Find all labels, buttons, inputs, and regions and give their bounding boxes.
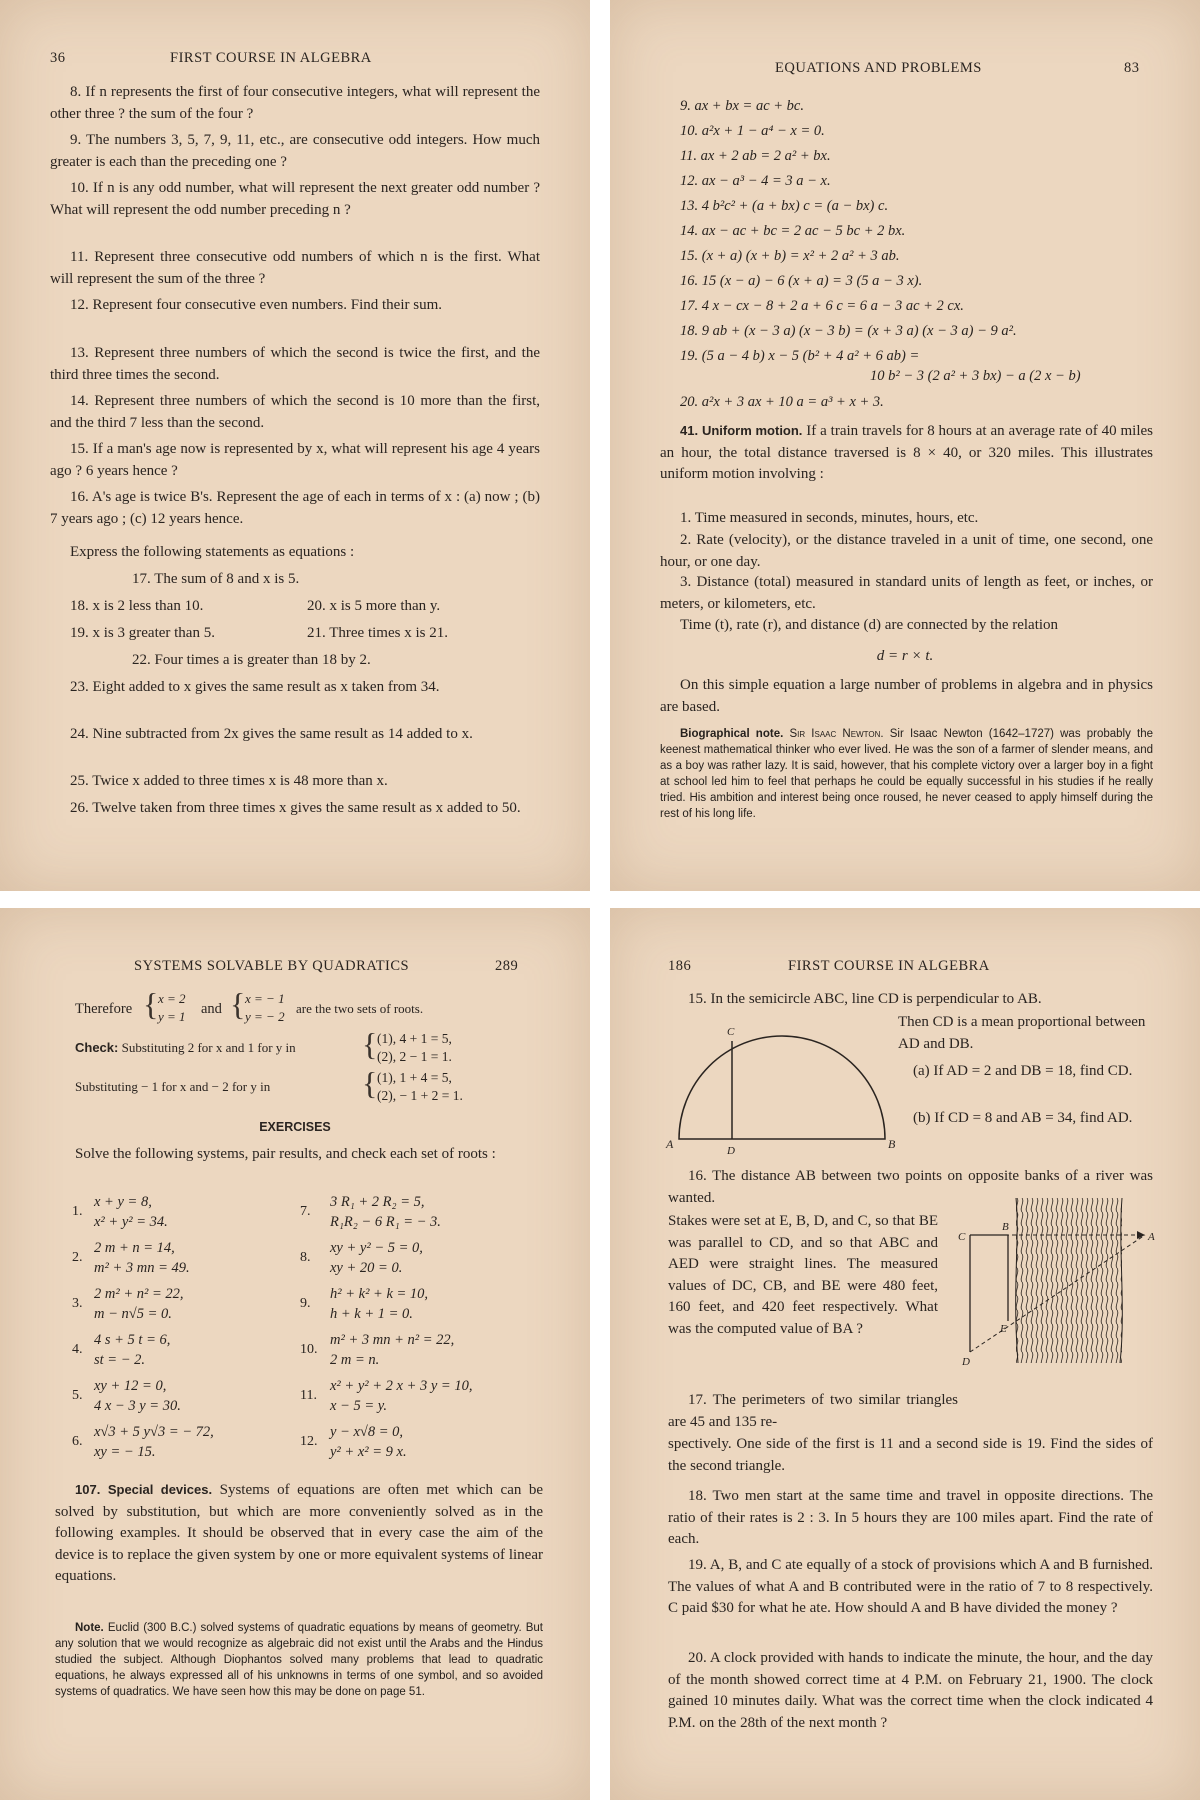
- label-b: B: [888, 1137, 896, 1151]
- system-equation-1: h² + k² + k = 10,: [330, 1286, 429, 1302]
- root1-x: x = 2: [158, 991, 186, 1006]
- problem-item: [50, 178, 540, 221]
- system-equation-1: xy + y² − 5 = 0,: [330, 1240, 423, 1256]
- problem-item: [50, 343, 540, 386]
- brace-left-1: {: [143, 986, 159, 1022]
- q20: 20. A clock provided with hands to indicate the minute, the hour, and the day of the month showed correct time at 4 P.M. on February 21, 1900. The clock gained 10 minutes daily. What was the correct time when the clock indicated 4 P.M. on the 28th of the next month ?: [668, 1650, 1153, 1731]
- problem-text: If n is any odd number, what will represent the next greater odd number ? What will represent the odd number preceding n ?: [50, 180, 541, 218]
- sub-text: Substituting − 1 for x and − 2 for y in: [75, 1079, 271, 1094]
- system-equation-2: m − n√5 = 0.: [94, 1306, 172, 1322]
- problem-number: 13.: [70, 345, 89, 361]
- problem-number: 12.: [70, 297, 89, 313]
- problem-text: Represent three consecutive odd numbers of which n is the first. What will represent the sum of the three ?: [50, 249, 540, 287]
- root2-y: y = − 2: [245, 1009, 285, 1024]
- river-figure: [940, 1198, 1162, 1368]
- label-d: D: [727, 1145, 735, 1156]
- page-36: [0, 0, 590, 891]
- system-9: [300, 1285, 530, 1325]
- running-head: EQUATIONS AND PROBLEMS: [775, 60, 982, 76]
- statement-18: 18. x is 2 less than 10.: [70, 598, 204, 614]
- equation: 14. ax − ac + bc = 2 ac − 5 bc + 2 bx.: [680, 223, 906, 239]
- system-1: [72, 1193, 302, 1233]
- system-equation-2: x − 5 = y.: [330, 1398, 388, 1414]
- equation: 12. ax − a³ − 4 = 3 a − x.: [680, 173, 831, 189]
- system-equation-1: 3 R₁ + 2 R₂ = 5,: [330, 1194, 425, 1210]
- brace-sub: {: [362, 1065, 378, 1101]
- system-equation-2: 2 m = n.: [330, 1352, 380, 1368]
- sub-row-2: (2), − 1 + 2 = 1.: [377, 1088, 463, 1103]
- relation-text: Time (t), rate (r), and distance (d) are connected by the relation: [680, 617, 1059, 633]
- label-e: E: [1000, 1323, 1007, 1335]
- system-equation-1: 2 m² + n² = 22,: [94, 1286, 184, 1302]
- bio-name: Sir Isaac Newton.: [789, 728, 884, 740]
- system-7: [300, 1193, 530, 1233]
- statement-23: 23. Eight added to x gives the same result as x taken from 34.: [70, 679, 440, 695]
- page-number: 289: [495, 958, 519, 974]
- system-equation-2: 4 x − 3 y = 30.: [94, 1398, 181, 1414]
- instruction: Express the following statements as equations :: [70, 544, 355, 560]
- section-text: If a train travels for 8 hours at an average rate of 40 miles an hour, the total distance traversed is 8 × 40, or 320 miles. This illustrates uniform motion involving :: [660, 423, 1153, 482]
- motion-list-item: 1. Time measured in seconds, minutes, hours, etc.: [680, 510, 979, 526]
- motion-list-item: 2. Rate (velocity), or the distance traveled in a unit of time, one second, one hour, or one day.: [660, 532, 1153, 570]
- statement-21: 21. Three times x is 21.: [307, 625, 448, 641]
- q15-part-a: (a) If AD = 2 and DB = 18, find CD.: [913, 1063, 1133, 1079]
- root1-y: y = 1: [158, 1009, 186, 1024]
- page-83: [610, 0, 1200, 891]
- statement-24: 24. Nine subtracted from 2x gives the same result as 14 added to x.: [70, 726, 473, 742]
- problem-item: [50, 295, 540, 317]
- problem-number: 8.: [70, 84, 82, 100]
- motion-list-item: 3. Distance (total) measured in standard units of length as feet, or inches, or meters, or kilometers, etc.: [660, 574, 1153, 612]
- system-equation-1: y − x√8 = 0,: [330, 1424, 404, 1440]
- exercises-title: EXERCISES: [259, 1120, 331, 1134]
- problem-item: [50, 82, 540, 125]
- historical-note: [55, 1620, 543, 1700]
- problem-item: [50, 247, 540, 290]
- system-number: 4.: [72, 1342, 83, 1357]
- q16-rest: Stakes were set at E, B, D, and C, so that BE was parallel to CD, and so that ABC and AED were straight lines. The measured values of DC, CB, and BE were 480 feet, 160 feet, and 420 feet respectively. What was the computed value of BA ?: [668, 1213, 938, 1337]
- problem-item: [50, 130, 540, 173]
- statement-20: 20. x is 5 more than y.: [307, 598, 441, 614]
- system-equation-1: 2 m + n = 14,: [94, 1240, 175, 1256]
- biographical-note: [660, 726, 1153, 822]
- system-equation-2: h + k + 1 = 0.: [330, 1306, 413, 1322]
- system-number: 12.: [300, 1434, 318, 1449]
- system-equation-1: x + y = 8,: [94, 1194, 152, 1210]
- problem-text: Represent three numbers of which the second is 10 more than the first, and the third 7 less than the second.: [50, 393, 541, 431]
- system-number: 6.: [72, 1434, 83, 1449]
- problem-text: A's age is twice B's. Represent the age of each in terms of x : (a) now ; (b) 7 years ago ; (c) 12 years hence.: [50, 489, 540, 527]
- system-equation-2: xy + 20 = 0.: [330, 1260, 403, 1276]
- q19: 19. A, B, and C ate equally of a stock of provisions which A and B furnished. The values of what A and B contributed were in the ratio of 7 to 8 respectively. C paid $30 for what he ate. How should A and B have divided the money ?: [668, 1557, 1153, 1616]
- problem-text: If n represents the first of four consecutive integers, what will represent the other three ? the sum of the four ?: [50, 84, 541, 122]
- equation: 17. 4 x − cx − 8 + 2 a + 6 c = 6 a − 3 ac + 2 cx.: [680, 298, 964, 314]
- q15-intro: 15. In the semicircle ABC, line CD is perpendicular to AB.: [688, 991, 1042, 1007]
- equation: 10 b² − 3 (2 a² + 3 bx) − a (2 x − b): [870, 368, 1081, 384]
- problem-text: Represent three numbers of which the second is twice the first, and the third three times the second.: [50, 345, 541, 383]
- problem-text: If a man's age now is represented by x, what will represent his age 4 years ago ? 6 years hence ?: [50, 441, 541, 479]
- section-text: Systems of equations are often met which can be solved by substitution, but which are more conveniently solved as in the following examples. It should be observed that in every case the aim of the device is to replace the given system by one or more equivalent systems of linear equations.: [55, 1482, 544, 1584]
- statement-17: 17. The sum of 8 and x is 5.: [132, 571, 300, 587]
- label-b: B: [1002, 1221, 1009, 1233]
- page-number: 83: [1124, 60, 1140, 76]
- system-equation-1: xy + 12 = 0,: [94, 1378, 167, 1394]
- system-number: 8.: [300, 1250, 311, 1265]
- therefore-label: Therefore: [75, 1001, 133, 1017]
- page-number: 186: [668, 958, 692, 974]
- system-equation-2: st = − 2.: [94, 1352, 145, 1368]
- system-equation-1: x√3 + 5 y√3 = − 72,: [94, 1424, 214, 1440]
- equation: 9. ax + bx = ac + bc.: [680, 98, 804, 114]
- roots-tail: are the two sets of roots.: [296, 1001, 424, 1016]
- equation: 11. ax + 2 ab = 2 a² + bx.: [680, 148, 831, 164]
- check-row-1: (1), 4 + 1 = 5,: [377, 1031, 452, 1046]
- note-text: Euclid (300 B.C.) solved systems of quadratic equations by means of geometry. But any solution that we would recognize as algebraic did not exist until the Arabs and the Hindus studied the subject. Although Diophantos solved many problems that lead to quadratic equations, he always expressed all of his unknowns in terms of one symbol, and so avoided systems of quadratics. We have seen how this may be done on page 51.: [55, 1622, 543, 1698]
- system-5: [72, 1377, 302, 1417]
- page-number: 36: [50, 50, 66, 66]
- system-number: 9.: [300, 1296, 311, 1311]
- system-8: [300, 1239, 530, 1279]
- exercises-instruction: Solve the following systems, pair results, and check each set of roots :: [75, 1146, 496, 1162]
- problem-number: 9.: [70, 132, 82, 148]
- section-107: [55, 1479, 543, 1588]
- system-number: 10.: [300, 1342, 318, 1357]
- q17-first: 17. The perimeters of two similar triangles are 45 and 135 re-: [668, 1392, 958, 1430]
- and-label: and: [201, 1001, 222, 1017]
- brace-check: {: [362, 1026, 378, 1062]
- label-a: A: [666, 1137, 674, 1151]
- running-head: FIRST COURSE IN ALGEBRA: [170, 50, 372, 66]
- problem-number: 15.: [70, 441, 89, 457]
- bio-lead: Biographical note.: [680, 728, 784, 740]
- label-c: C: [958, 1231, 966, 1243]
- note-lead: Note.: [75, 1622, 104, 1634]
- check-text: Substituting 2 for x and 1 for y in: [121, 1040, 296, 1055]
- system-6: [72, 1423, 302, 1463]
- section-title: Special devices.: [107, 1482, 213, 1497]
- equation: 10. a²x + 1 − a⁴ − x = 0.: [680, 123, 825, 139]
- system-number: 7.: [300, 1204, 311, 1219]
- q17-rest: spectively. One side of the first is 11 and a second side is 19. Find the sides of the second triangle.: [668, 1436, 1153, 1474]
- equation: 16. 15 (x − a) − 6 (x + a) = 3 (5 a − 3 x).: [680, 273, 923, 289]
- page-186: [610, 908, 1200, 1800]
- equation: 19. (5 a − 4 b) x − 5 (b² + 4 a² + 6 ab) =: [680, 348, 920, 364]
- q16-first: 16. The distance AB between two points on opposite banks of a river was wanted.: [668, 1168, 1153, 1206]
- system-3: [72, 1285, 302, 1325]
- check-lead: Check:: [75, 1040, 119, 1055]
- system-number: 3.: [72, 1296, 83, 1311]
- system-2: [72, 1239, 302, 1279]
- statement-22: 22. Four times a is greater than 18 by 2.: [132, 652, 371, 668]
- problem-number: 16.: [70, 489, 89, 505]
- equation: 20. a²x + 3 ax + 10 a = a³ + x + 3.: [680, 394, 884, 410]
- bio-text: Sir Isaac Newton (1642–1727) was probably the keenest mathematical thinker who ever lived. He was the son of a farmer of slender means, and as a boy was rather lazy. It is said, however, that his complete victory over a larger boy in a fight at school led him to feel that perhaps he could be equally successful in his studies if he really tried. His ambition and interest being once roused, he never ceased to apply himself during the rest of his long life.: [660, 728, 1153, 820]
- root2-x: x = − 1: [245, 991, 285, 1006]
- semicircle-figure: [662, 1016, 902, 1156]
- label-a: A: [1148, 1231, 1155, 1243]
- equation: 18. 9 ab + (x − 3 a) (x − 3 b) = (x + 3 a) (x − 3 a) − 9 a².: [680, 323, 1017, 339]
- system-10: [300, 1331, 530, 1371]
- system-equation-2: xy = − 15.: [94, 1444, 156, 1460]
- system-equation-2: y² + x² = 9 x.: [330, 1444, 407, 1460]
- running-head: SYSTEMS SOLVABLE BY QUADRATICS: [134, 958, 410, 974]
- problem-item: [50, 439, 540, 482]
- running-head: FIRST COURSE IN ALGEBRA: [788, 958, 990, 974]
- problem-number: 11.: [70, 249, 89, 265]
- q15-statement: Then CD is a mean proportional between AD and DB.: [898, 1014, 1146, 1052]
- system-equation-1: m² + 3 mn + n² = 22,: [330, 1332, 455, 1348]
- problem-number: 14.: [70, 393, 89, 409]
- closing-text: On this simple equation a large number of problems in algebra and in physics are based.: [660, 677, 1153, 715]
- equation: 15. (x + a) (x + b) = x² + 2 a² + 3 ab.: [680, 248, 900, 264]
- equation: 13. 4 b²c² + (a + bx) c = (a − bx) c.: [680, 198, 889, 214]
- section-number: 107.: [75, 1482, 101, 1497]
- brace-left-2: {: [230, 986, 246, 1022]
- statement-25: 25. Twice x added to three times x is 48 more than x.: [70, 773, 388, 789]
- label-c: C: [727, 1026, 735, 1038]
- q18: 18. Two men start at the same time and travel in opposite directions. The ratio of their rates is 2 : 3. In 5 hours they are 100 miles apart. Find the rate of each.: [668, 1488, 1153, 1547]
- problem-number: 10.: [70, 180, 89, 196]
- system-equation-2: m² + 3 mn = 49.: [94, 1260, 190, 1276]
- q15-part-b: (b) If CD = 8 and AB = 34, find AD.: [913, 1110, 1133, 1126]
- statement-26: 26. Twelve taken from three times x gives the same result as x added to 50.: [70, 800, 521, 816]
- section-41: [660, 420, 1153, 486]
- system-equation-1: x² + y² + 2 x + 3 y = 10,: [330, 1378, 473, 1394]
- section-number: 41.: [680, 423, 699, 438]
- system-4: [72, 1331, 302, 1371]
- system-number: 5.: [72, 1388, 83, 1403]
- check-line: [75, 1039, 296, 1057]
- system-equation-2: R₁R₂ − 6 R₁ = − 3.: [330, 1214, 441, 1230]
- section-title: Uniform motion.: [701, 423, 803, 438]
- problem-item: [50, 487, 540, 530]
- problem-item: [50, 391, 540, 434]
- problem-text: The numbers 3, 5, 7, 9, 11, etc., are consecutive odd integers. How much greater is each than the preceding one ?: [50, 132, 541, 170]
- problem-text: Represent four consecutive even numbers. Find their sum.: [92, 297, 442, 313]
- system-equation-1: 4 s + 5 t = 6,: [94, 1332, 171, 1348]
- system-number: 11.: [300, 1388, 317, 1403]
- system-equation-2: x² + y² = 34.: [94, 1214, 168, 1230]
- system-12: [300, 1423, 530, 1463]
- system-11: [300, 1377, 530, 1417]
- system-number: 1.: [72, 1204, 83, 1219]
- statement-19: 19. x is 3 greater than 5.: [70, 625, 215, 641]
- page-289: [0, 908, 590, 1800]
- system-number: 2.: [72, 1250, 83, 1265]
- check-row-2: (2), 2 − 1 = 1.: [377, 1049, 452, 1064]
- formula: d = r × t.: [876, 648, 934, 664]
- label-d: D: [962, 1356, 970, 1368]
- sub-row-1: (1), 1 + 4 = 5,: [377, 1070, 452, 1085]
